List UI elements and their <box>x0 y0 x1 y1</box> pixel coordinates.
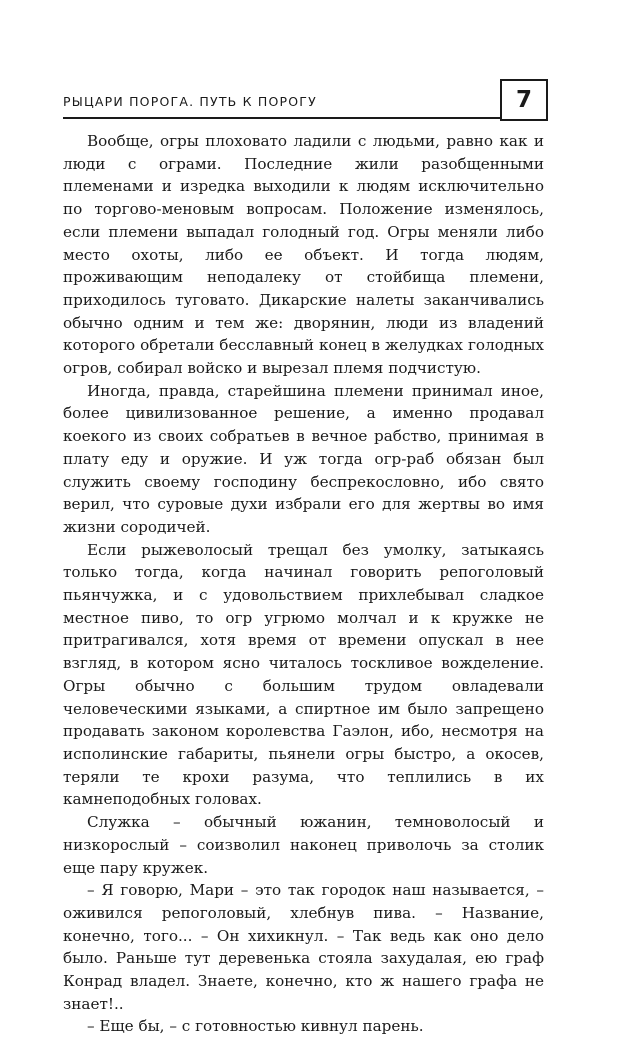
paragraph: Если рыжеволосый трещал без умолку, затыкаясь только тогда, когда начинал говорить репоголовый пьянчужка, и с удовольствием прихлебывал сладкое местное пиво, то огр угрюмо молчал и к кружке не притрагивался, хотя время от времени опускал в нее взгляд, в котором ясно читалось тоскливое вожделение. Огры обычно с большим трудом овладевали человеческими языками, а спиртное им было запрещено продавать законом королевства Гаэлон, ибо, несмотря на исполинские габариты, пьянели огры быстро, а окосев, теряли те крохи разума, что теплились в их камнеподобных головах. <box>63 540 544 809</box>
paragraph: Иногда, правда, старейшина племени принимал иное, более цивилизованное решение, а именно продавал коекого из своих собратьев в вечное рабство, принимая в плату еду и оружие. И уж тогда огр-раб обязан был служить своему господину беспрекословно, ибо свято верил, что суровые духи избрали его для жертвы во имя жизни сородичей. <box>63 381 544 536</box>
header-rule <box>63 117 500 119</box>
body-text <box>63 130 544 1038</box>
running-header <box>63 79 548 121</box>
paragraph: – Я говорю, Мари – это так городок наш называется, – оживился репоголовый, хлебнув пива. – Название, конечно, того... – Он хихикнул. – Так ведь как оно дело было. Раньше тут деревенька стояла захудалая, ею граф Конрад владел. Знаете, конечно, кто ж нашего графа не знает!.. <box>63 881 544 1013</box>
paragraph: Вообще, огры плоховато ладили с людьми, равно как и люди с ограми. Последние жили разобщенными племенами и изредка выходили к людям исключительно по торгово-меновым вопросам. Положение изменялось, если племени выпадал голодный год. Огры меняли либо место охоты, либо ее объект. И тогда людям, проживающим неподалеку от стойбища племени, приходилось туговато. Дикарские налеты заканчивались обычно одним и тем же: дворянин, люди из владений которого обретали бесславный конец в желудках голодных огров, собирал войско и вырезал племя подчистую. <box>63 132 544 378</box>
page-number-box <box>500 79 548 121</box>
paragraph: Служка – обычный южанин, темноволосый и низкорослый – соизволил наконец приволочь за столик еще пару кружек. <box>63 813 544 877</box>
page-number: 7 <box>515 87 532 113</box>
running-title: РЫЦАРИ ПОРОГА. ПУТЬ К ПОРОГУ <box>63 94 317 109</box>
paragraph: – Еще бы, – с готовностью кивнул парень. <box>87 1017 424 1036</box>
